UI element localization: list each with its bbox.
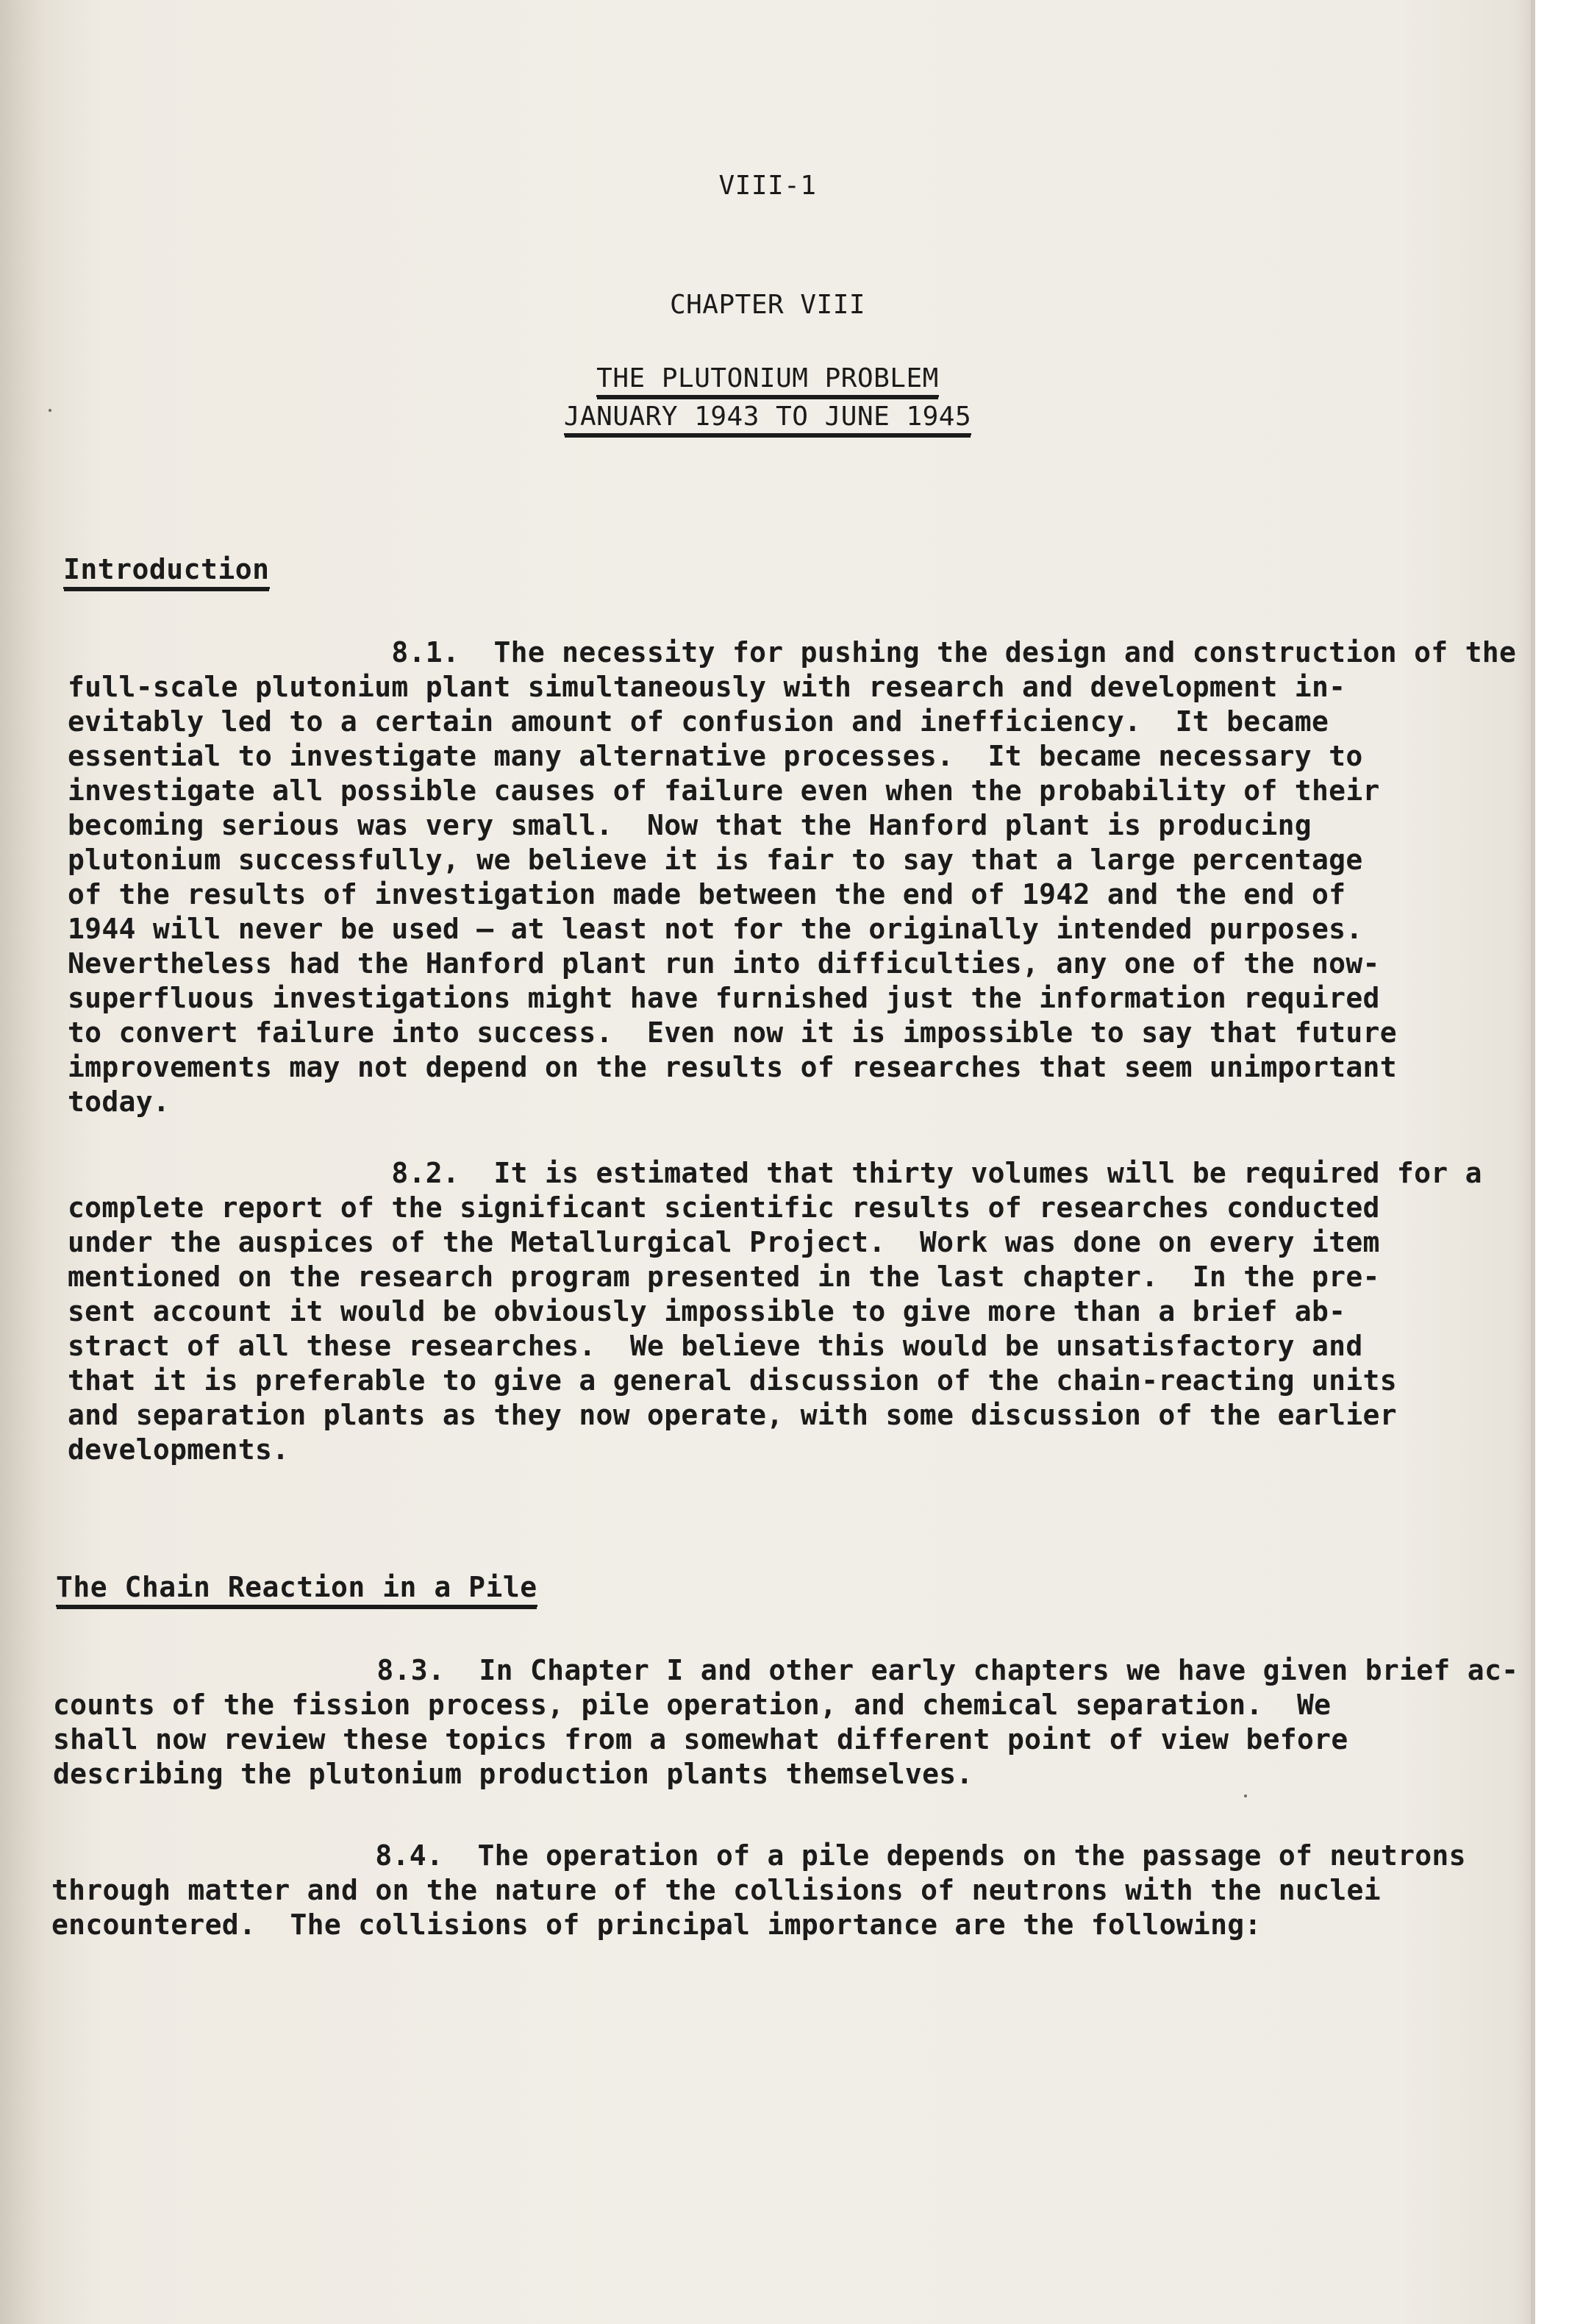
paper-speck [49,409,51,412]
paragraph-8-2: 8.2. It is estimated that thirty volumes will be required for a complete report of the significant scientific results of researches conducted under the auspices of the Metallurgical Project. Work was done on every item mentioned on the research program presented in the last chapter. In the pre- sent account it would be obviously impossible to give more than a brief ab- stract of all these researches. We believe this would be unsatisfactory and that it is preferable to give a general discussion of the chain-reacting units and separation plants as they now operate, with some discussion of the earlier developments. [68,1157,1482,1466]
paragraph-8-1: 8.1. The necessity for pushing the design and construction of the full-scale plutonium plant simultaneously with research and development in- evitably led to a certain amount of confusion and inefficiency. It became essential to investigate many alternative processes. It became necessary to investigate all possible causes of failure even when the probability of their becoming serious was very small. Now that the Hanford plant is producing plutonium successfully, we believe it is fair to say that a large percentage of the results of investigation made between the end of 1942 and the end of 1944 will never be used — at least not for the originally intended purposes. Nevertheless had the Hanford plant run into difficulties, any one of the now- superfluous investigations might have furnished just the information required to convert failure into success. Even now it is impossible to say that future improvements may not depend on the results of researches that seem unimportant today. [68,636,1517,1118]
paper-speck [1244,1794,1247,1797]
section-heading-introduction: Introduction [63,553,270,589]
chapter-label: CHAPTER VIII [669,290,866,320]
chapter-title-line2: JANUARY 1943 TO JUNE 1945 [564,402,971,435]
paragraph-8-4: 8.4. The operation of a pile depends on the passage of neutrons through matter and on the nature of the collisions of neutrons with the nuclei encountered. The collisions of principal importance are the following: [51,1839,1466,1941]
chapter-title-line1: THE PLUTONIUM PROBLEM [596,363,939,397]
section-heading-chain-reaction: The Chain Reaction in a Pile [56,1571,537,1607]
paragraph-8-3: 8.3. In Chapter I and other early chapters we have given brief ac- counts of the fission process, pile operation, and chemical separation. We shall now review these topics from a somewhat different point of view before describing the plutonium production plants themselves. [53,1654,1519,1790]
chapter-dates [0,402,1535,435]
page-number: VIII-1 [718,171,817,201]
chapter-title [0,363,1535,397]
